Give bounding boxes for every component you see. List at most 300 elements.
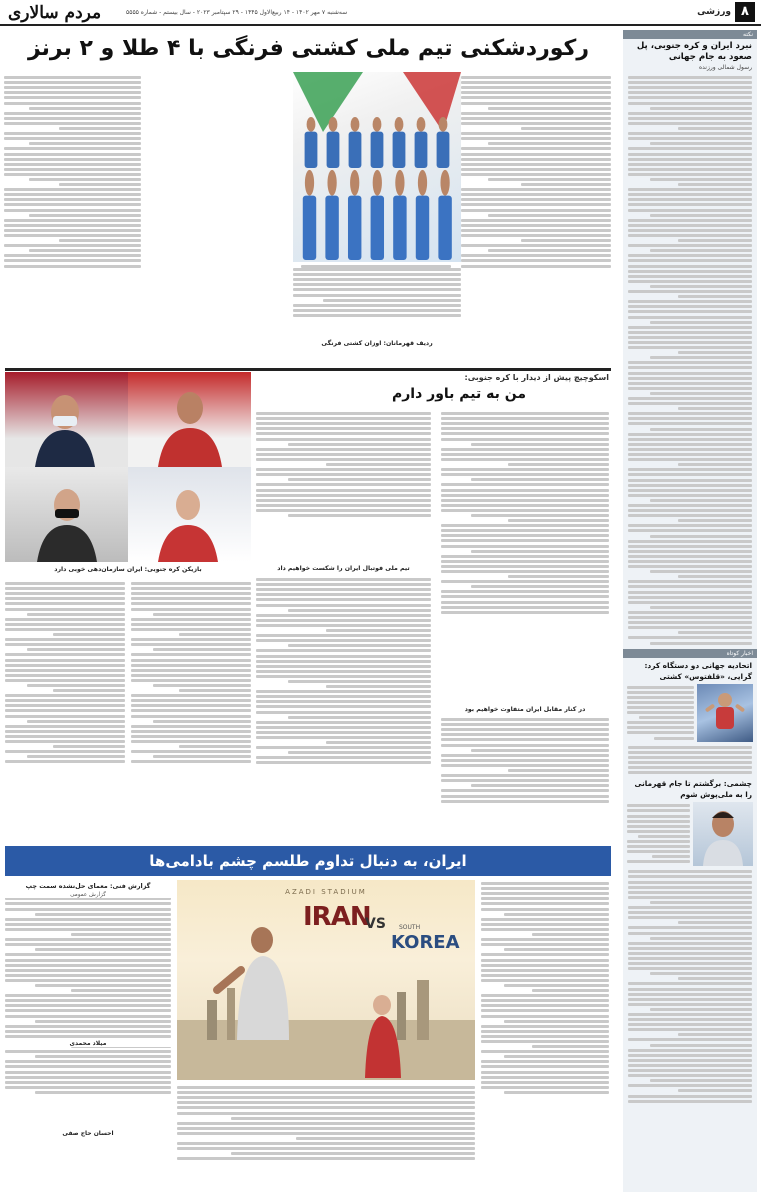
text-line xyxy=(256,504,431,507)
sidebar-body xyxy=(623,76,757,644)
text-line xyxy=(153,684,251,687)
text-line xyxy=(628,102,752,105)
text-line xyxy=(29,107,141,110)
text-line xyxy=(628,524,752,527)
text-line xyxy=(628,209,752,212)
text-line xyxy=(326,741,431,744)
text-line xyxy=(628,886,752,889)
text-line xyxy=(650,1079,752,1082)
text-line xyxy=(441,754,609,757)
text-line xyxy=(4,76,141,79)
text-line xyxy=(627,860,690,863)
text-line xyxy=(481,1086,609,1089)
wrestling-team-photo xyxy=(293,72,461,262)
text-line xyxy=(628,397,752,400)
text-line xyxy=(628,746,752,749)
text-line xyxy=(256,731,431,734)
text-line xyxy=(131,618,251,621)
text-line xyxy=(4,173,141,176)
text-line xyxy=(532,1045,609,1048)
text-line xyxy=(441,759,609,762)
text-line xyxy=(288,443,432,446)
text-line xyxy=(441,728,609,731)
text-line xyxy=(488,107,611,110)
text-line xyxy=(293,309,461,312)
byline-2: احسان حاج صفی xyxy=(5,1130,171,1137)
text-line xyxy=(481,1065,609,1068)
text-line xyxy=(628,387,752,390)
text-line xyxy=(628,611,752,614)
text-line xyxy=(628,560,752,563)
text-line xyxy=(5,943,171,946)
text-line xyxy=(628,234,752,237)
text-line xyxy=(296,1137,475,1140)
text-line xyxy=(461,219,611,222)
text-line xyxy=(678,239,752,242)
text-line xyxy=(256,619,431,622)
text-line xyxy=(441,718,609,721)
text-line xyxy=(481,959,609,962)
text-line xyxy=(628,916,752,919)
text-line xyxy=(441,422,609,425)
text-line xyxy=(5,1035,171,1038)
text-line xyxy=(5,1071,171,1074)
text-line xyxy=(628,580,752,583)
text-line xyxy=(256,593,431,596)
text-line xyxy=(628,1028,752,1031)
text-line xyxy=(59,183,141,186)
text-line xyxy=(131,643,251,646)
skocic-col-3 xyxy=(131,580,251,765)
iran-col-3 xyxy=(5,880,171,1096)
text-line xyxy=(628,947,752,950)
text-line xyxy=(628,988,752,991)
text-line xyxy=(27,720,125,723)
news2-more xyxy=(623,870,757,1102)
text-line xyxy=(177,1101,475,1104)
text-line xyxy=(650,249,752,252)
text-line xyxy=(628,473,752,476)
text-line xyxy=(5,1060,171,1063)
text-line xyxy=(177,1106,475,1109)
skocic-col-5 xyxy=(256,576,431,767)
text-line xyxy=(4,229,141,232)
text-line xyxy=(481,1040,609,1043)
text-line xyxy=(627,686,694,689)
wrestler-figure xyxy=(371,170,384,260)
text-line xyxy=(441,453,609,456)
section-name: ورزشی xyxy=(697,7,731,17)
sidebar-column xyxy=(623,30,757,1192)
text-line xyxy=(461,117,611,120)
news1-title: اتحادیه جهانی دو دستگاه کرد: گرایی، «قلفتوس» کشتی xyxy=(644,660,752,681)
text-line xyxy=(5,664,125,667)
text-line xyxy=(131,699,251,702)
text-line xyxy=(678,295,752,298)
text-line xyxy=(131,740,251,743)
text-line xyxy=(4,254,141,257)
text-line xyxy=(481,943,609,946)
text-line xyxy=(256,604,431,607)
text-line xyxy=(441,438,609,441)
text-line xyxy=(5,653,125,656)
text-line xyxy=(131,715,251,718)
text-line xyxy=(481,918,609,921)
text-line xyxy=(256,432,431,435)
text-line xyxy=(256,639,431,642)
text-line xyxy=(628,372,752,375)
text-line xyxy=(441,570,609,573)
text-line xyxy=(628,1095,752,1098)
text-line xyxy=(481,882,609,885)
text-line xyxy=(628,468,752,471)
text-line xyxy=(628,626,752,629)
text-line xyxy=(461,163,611,166)
text-line xyxy=(256,695,431,698)
text-line xyxy=(650,178,752,181)
text-line xyxy=(131,623,251,626)
kicker-skocic: اسکوچیچ پیش از دیدار با کره جنوبی: xyxy=(464,373,609,382)
text-line xyxy=(508,519,609,522)
text-line xyxy=(628,932,752,935)
text-line xyxy=(627,850,690,853)
text-line xyxy=(627,731,694,734)
text-line xyxy=(35,913,171,916)
text-line xyxy=(678,519,752,522)
player-panel xyxy=(128,372,251,467)
text-line xyxy=(678,183,752,186)
text-line xyxy=(4,219,141,222)
match-poster xyxy=(177,880,475,1080)
text-line xyxy=(628,96,752,99)
text-line xyxy=(29,214,141,217)
korea-coach-panel xyxy=(5,467,128,562)
text-line xyxy=(628,906,752,909)
text-line xyxy=(131,602,251,605)
text-line xyxy=(678,977,752,980)
text-line xyxy=(481,1050,609,1053)
text-line xyxy=(4,112,141,115)
text-line xyxy=(627,825,690,828)
text-line xyxy=(488,249,611,252)
text-line xyxy=(650,570,752,573)
text-line xyxy=(628,300,752,303)
text-line xyxy=(628,911,752,914)
text-line xyxy=(461,198,611,201)
wrestler-photo xyxy=(697,684,753,742)
text-line xyxy=(35,1020,171,1023)
text-line xyxy=(481,897,609,900)
wrestling-caption-lines xyxy=(293,266,461,319)
text-line xyxy=(481,1071,609,1074)
text-line xyxy=(628,771,752,774)
text-line xyxy=(326,685,431,688)
page-header xyxy=(0,0,761,26)
text-line xyxy=(256,634,431,637)
text-line xyxy=(650,428,752,431)
text-line xyxy=(628,438,752,441)
text-line xyxy=(628,529,752,532)
text-line xyxy=(650,321,752,324)
text-line xyxy=(4,224,141,227)
text-line xyxy=(461,96,611,99)
text-line xyxy=(179,633,251,636)
text-line xyxy=(471,784,609,787)
text-line xyxy=(627,804,690,807)
text-line xyxy=(628,1003,752,1006)
news2-body xyxy=(627,802,690,866)
text-line xyxy=(461,158,611,161)
text-line xyxy=(628,443,752,446)
text-line xyxy=(177,1147,475,1150)
text-line xyxy=(481,994,609,997)
text-line xyxy=(628,565,752,568)
text-line xyxy=(650,392,752,395)
text-line xyxy=(4,132,141,135)
text-line xyxy=(481,979,609,982)
text-line xyxy=(627,809,690,812)
text-line xyxy=(628,219,752,222)
text-line xyxy=(627,726,694,729)
text-line xyxy=(5,1004,171,1007)
text-line xyxy=(179,745,251,748)
text-line xyxy=(481,953,609,956)
text-line xyxy=(627,721,694,724)
text-line xyxy=(177,1157,475,1160)
text-line xyxy=(256,700,431,703)
text-line xyxy=(628,417,752,420)
text-line xyxy=(131,750,251,753)
player-figure-icon xyxy=(693,802,753,866)
wrestler-figure xyxy=(393,117,406,168)
text-line xyxy=(5,959,171,962)
text-line xyxy=(471,478,609,481)
text-line xyxy=(131,638,251,641)
text-line xyxy=(628,761,752,764)
text-line xyxy=(29,178,141,181)
text-line xyxy=(231,1117,475,1120)
text-line xyxy=(628,270,752,273)
text-line xyxy=(441,764,609,767)
text-line xyxy=(628,244,752,247)
wrestler-figure xyxy=(348,170,361,260)
text-line xyxy=(481,964,609,967)
text-line xyxy=(256,675,431,678)
text-line xyxy=(4,102,141,105)
text-line xyxy=(628,881,752,884)
text-line xyxy=(504,1020,609,1023)
text-line xyxy=(288,716,432,719)
text-line xyxy=(471,443,609,446)
text-line xyxy=(521,127,611,130)
text-line xyxy=(521,183,611,186)
text-line xyxy=(628,591,752,594)
text-line xyxy=(628,458,752,461)
text-line xyxy=(441,412,609,415)
wrestler-figure xyxy=(327,117,340,168)
wrestler-figure xyxy=(325,170,338,260)
text-line xyxy=(131,709,251,712)
text-line xyxy=(628,229,752,232)
text-line xyxy=(628,198,752,201)
text-line xyxy=(628,585,752,588)
text-line xyxy=(504,1055,609,1058)
text-line xyxy=(5,618,125,621)
text-line xyxy=(627,696,694,699)
text-line xyxy=(521,239,611,242)
text-line xyxy=(628,494,752,497)
text-line xyxy=(5,608,125,611)
text-line xyxy=(441,774,609,777)
text-line xyxy=(627,830,690,833)
text-line xyxy=(441,534,609,537)
text-line xyxy=(638,835,690,838)
text-line xyxy=(5,592,125,595)
text-line xyxy=(481,892,609,895)
text-line xyxy=(628,188,752,191)
text-line xyxy=(628,1038,752,1041)
text-line xyxy=(256,458,431,461)
text-line xyxy=(131,704,251,707)
text-line xyxy=(293,288,461,291)
text-line xyxy=(627,691,694,694)
text-line xyxy=(628,422,752,425)
text-line xyxy=(177,1127,475,1130)
text-line xyxy=(628,509,752,512)
sidebar-tag: نکته xyxy=(623,30,757,39)
text-line xyxy=(441,509,609,512)
text-line xyxy=(627,845,690,848)
text-line xyxy=(71,933,171,936)
text-line xyxy=(131,664,251,667)
text-line xyxy=(481,908,609,911)
text-line xyxy=(461,193,611,196)
text-line xyxy=(628,545,752,548)
text-line xyxy=(4,203,141,206)
text-line xyxy=(5,938,171,941)
text-line xyxy=(481,1035,609,1038)
text-line xyxy=(5,908,171,911)
text-line xyxy=(441,489,609,492)
text-line xyxy=(471,749,609,752)
text-line xyxy=(131,694,251,697)
poster-south: SOUTH xyxy=(399,924,421,931)
page-number: ۸ xyxy=(735,2,755,22)
text-line xyxy=(532,989,609,992)
text-line xyxy=(628,891,752,894)
text-line xyxy=(627,701,694,704)
text-line xyxy=(5,928,171,931)
text-line xyxy=(29,249,141,252)
subhead-korea-player: بازیکن کره جنوبی: ایران سازمان‌دهی خوبی دارد xyxy=(54,566,202,573)
subhead-different: در کنار مقابل ایران متفاوت خواهیم بود xyxy=(464,706,586,713)
text-line xyxy=(256,624,431,627)
text-line xyxy=(288,478,432,481)
text-line xyxy=(4,81,141,84)
text-line xyxy=(441,595,609,598)
text-line xyxy=(4,193,141,196)
text-line xyxy=(650,901,752,904)
text-line xyxy=(441,611,609,614)
wrestling-col-1 xyxy=(461,74,611,270)
text-line xyxy=(131,659,251,662)
text-line xyxy=(461,81,611,84)
text-line xyxy=(177,1096,475,1099)
text-line xyxy=(628,875,752,878)
text-line xyxy=(650,606,752,609)
text-line xyxy=(461,254,611,257)
text-line xyxy=(628,76,752,79)
text-line xyxy=(5,628,125,631)
text-line xyxy=(628,540,752,543)
text-line xyxy=(5,623,125,626)
text-line xyxy=(153,755,251,758)
text-line xyxy=(471,585,609,588)
text-line xyxy=(5,674,125,677)
text-line xyxy=(461,132,611,135)
korea-player-figure-icon xyxy=(128,467,251,562)
text-line xyxy=(481,1004,609,1007)
text-line xyxy=(650,972,752,975)
text-line xyxy=(461,112,611,115)
text-line xyxy=(678,463,752,466)
text-line xyxy=(4,209,141,212)
text-line xyxy=(293,304,461,307)
text-line xyxy=(628,137,752,140)
text-line xyxy=(5,582,125,585)
text-line xyxy=(627,820,690,823)
text-line xyxy=(628,254,752,257)
text-line xyxy=(461,265,611,268)
headline-skocic: من به تیم باور دارم xyxy=(391,386,527,402)
text-line xyxy=(650,285,752,288)
text-line xyxy=(256,736,431,739)
text-line xyxy=(53,745,125,748)
text-line xyxy=(628,957,752,960)
text-line xyxy=(5,1050,171,1053)
text-line xyxy=(5,969,171,972)
wrestler-figure xyxy=(393,170,406,260)
text-line xyxy=(628,448,752,451)
newspaper-brand: مردم سالاری xyxy=(8,3,102,23)
wrestling-subhead: ردیف قهرمانان: اوزان کشتی فرنگی xyxy=(321,340,433,347)
text-line xyxy=(628,998,752,1001)
headline-iran-korea: ایران، به دنبال تداوم طلسم چشم بادامی‌ها xyxy=(149,852,467,870)
text-line xyxy=(5,1025,171,1028)
text-line xyxy=(256,761,431,764)
text-line xyxy=(481,1009,609,1012)
text-line xyxy=(256,726,431,729)
text-line xyxy=(628,926,752,929)
text-line xyxy=(441,427,609,430)
text-line xyxy=(652,855,690,858)
text-line xyxy=(4,137,141,140)
text-line xyxy=(628,91,752,94)
text-line xyxy=(628,259,752,262)
text-line xyxy=(35,1091,171,1094)
text-line xyxy=(256,711,431,714)
text-line xyxy=(461,76,611,79)
text-line xyxy=(628,1054,752,1057)
text-line xyxy=(131,608,251,611)
text-line xyxy=(59,239,141,242)
text-line xyxy=(256,649,431,652)
text-line xyxy=(471,514,609,517)
wrestler-figure xyxy=(303,170,316,260)
text-line xyxy=(5,760,125,763)
korea-player-panel xyxy=(128,467,251,562)
text-line xyxy=(131,760,251,763)
